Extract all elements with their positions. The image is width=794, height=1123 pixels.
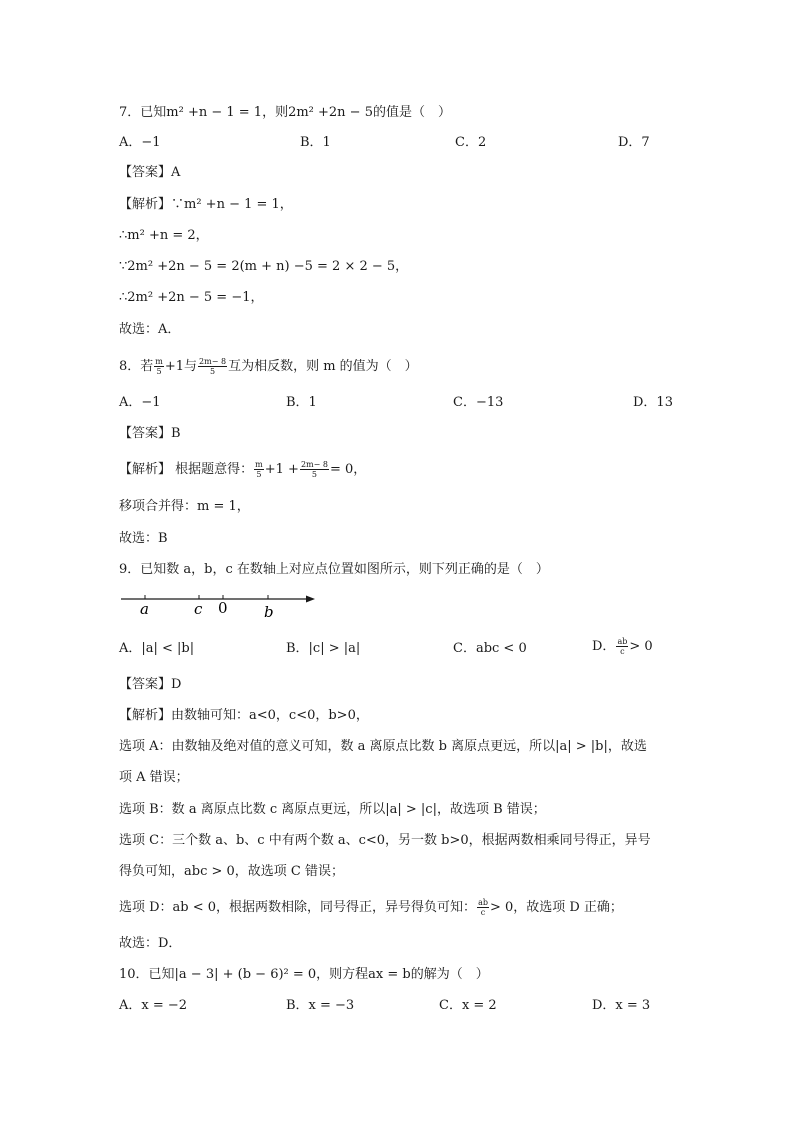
q10-stem: 10．已知|a − 3| + (b − 6)² = 0，则方程ax = b的解为（ ）	[119, 967, 489, 982]
number-line-arrow	[306, 596, 315, 603]
fraction-numerator: 2m− 8	[199, 357, 227, 366]
q9-analysis-d-post: > 0，故选项 D 正确；	[489, 900, 623, 915]
number-line-figure	[119, 590, 329, 620]
fraction-numerator: ab	[617, 637, 628, 646]
q7-analysis-line: 故选：A．	[119, 322, 181, 337]
q8-analysis-line	[119, 460, 366, 478]
q7-analysis-line: ∴2m² +2n − 5 = −1，	[119, 290, 264, 305]
q9-option-b: B．|c| > |a|	[286, 641, 361, 656]
q7-analysis-line: ∵2m² +2n − 5 = 2(m + n) −5 = 2 × 2 − 5，	[119, 259, 409, 274]
fraction-denominator: 5	[156, 367, 162, 376]
q9-answer: 【答案】D	[119, 677, 182, 692]
q8-stem-mid: +1与	[164, 359, 198, 374]
q7-option-b: B．1	[300, 135, 331, 150]
q8-analysis-fraction-1	[254, 460, 264, 479]
q8-analysis-post: = 0，	[329, 462, 367, 477]
q7-option-a: A．−1	[119, 135, 161, 150]
q9-analysis-line: 【解析】由数轴可知：a<0，c<0，b>0，	[119, 708, 369, 723]
q9-option-d-fraction	[616, 637, 628, 656]
fraction-numerator: m	[155, 357, 163, 366]
fraction-denominator: 5	[256, 470, 262, 479]
label-a: a	[140, 600, 149, 618]
q9-analysis-line: 选项 A：由数轴及绝对值的意义可知，数 a 离原点比数 b 离原点更远，所以|a| > |b|，故选	[119, 739, 647, 754]
q9-option-d-pre: D．	[592, 639, 616, 654]
q7-option-c: C．2	[455, 135, 487, 150]
q8-option-b: B．1	[286, 395, 317, 410]
q9-stem: 9．已知数 a，b，c 在数轴上对应点位置如图所示，则下列正确的是（ ）	[119, 562, 549, 577]
q9-option-d-post: > 0	[629, 639, 653, 654]
q9-analysis-d-fraction	[477, 898, 489, 917]
q10-option-c: C．x = 2	[439, 998, 497, 1013]
fraction-numerator: 2m− 8	[300, 460, 328, 469]
q7-analysis-line: 【解析】∵m² +n − 1 = 1，	[119, 197, 293, 212]
fraction-denominator: 5	[311, 470, 317, 479]
q7-analysis-line: ∴m² +n = 2，	[119, 228, 209, 243]
q8-stem	[119, 357, 418, 375]
q9-analysis-line-d	[119, 898, 623, 920]
q7-answer: 【答案】A	[119, 165, 181, 180]
q8-option-a: A．−1	[119, 395, 161, 410]
q9-option-a: A．|a| < |b|	[119, 641, 195, 656]
fraction-denominator: c	[480, 908, 486, 917]
q8-fraction-2	[198, 357, 227, 376]
fraction-denominator: c	[620, 647, 625, 656]
q8-answer: 【答案】B	[119, 426, 181, 441]
q9-option-d	[592, 637, 653, 659]
fraction-numerator: m	[255, 460, 263, 469]
q9-analysis-line: 得负可知，abc > 0，故选项 C 错误；	[119, 864, 344, 879]
q10-option-b: B．x = −3	[286, 998, 355, 1013]
q9-analysis-line: 项 A 错误；	[119, 770, 189, 785]
q7-option-d: D．7	[618, 135, 650, 150]
label-zero: 0	[218, 599, 228, 617]
fraction-numerator: ab	[478, 898, 488, 907]
q9-analysis-line: 选项 C：三个数 a、b、c 中有两个数 a、c<0，另一数 b>0，根据两数相乘同号得正，异号	[119, 833, 651, 848]
q9-option-c: C．abc < 0	[453, 641, 527, 656]
q8-analysis-line: 故选：B	[119, 531, 168, 546]
q8-stem-post: 互为相反数，则 m 的值为（ ）	[228, 359, 418, 374]
q8-stem-pre: 8．若	[119, 359, 154, 374]
q10-option-d: D．x = 3	[592, 998, 651, 1013]
q8-option-d: D．13	[633, 395, 673, 410]
q8-analysis-fraction-2	[300, 460, 329, 479]
q8-analysis-pre: 【解析】 根据题意得：	[119, 462, 254, 477]
fraction-denominator: 5	[210, 367, 216, 376]
q8-analysis-line: 移项合并得：m = 1，	[119, 499, 250, 514]
q7-stem: 7．已知m² +n − 1 = 1，则2m² +2n − 5的值是（ ）	[119, 105, 451, 120]
q9-analysis-line: 选项 B：数 a 离原点比数 c 离原点更远，所以|a| > |c|，故选项 B 错误；	[119, 802, 546, 817]
q10-option-a: A．x = −2	[119, 998, 188, 1013]
q8-analysis-plus: +1 +	[264, 462, 299, 477]
label-b: b	[264, 603, 274, 620]
q8-option-c: C．−13	[453, 395, 504, 410]
label-c: c	[194, 600, 203, 618]
q8-fraction-1	[154, 357, 164, 376]
q9-analysis-d-pre: 选项 D：ab < 0，根据两数相除，同号得正，异号得负可知：	[119, 900, 477, 915]
q9-conclusion: 故选：D．	[119, 936, 182, 951]
